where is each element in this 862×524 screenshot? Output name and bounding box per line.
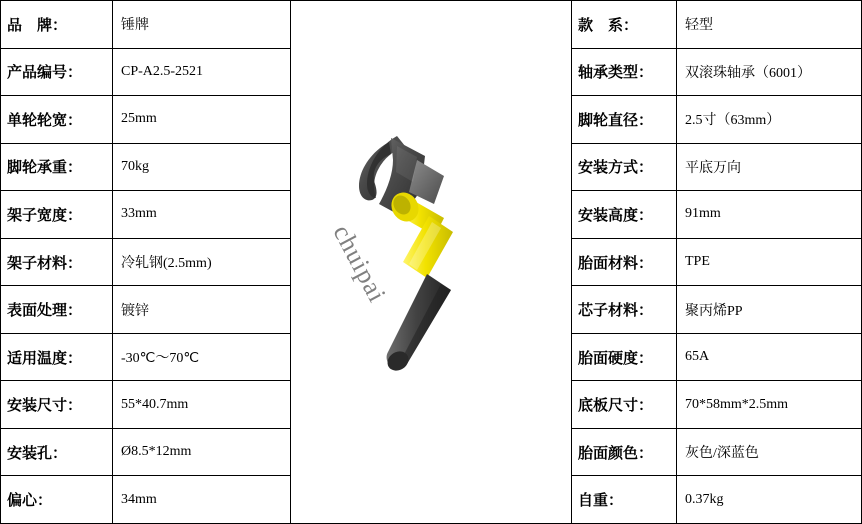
spec-value: Ø8.5*12mm [121,444,192,460]
table-row [571,1,861,49]
table-row [571,239,861,287]
spec-value: 0.37kg [685,491,724,507]
spec-label: 款 系： [571,1,677,48]
spec-label: 脚轮承重： [1,144,113,191]
table-row [571,96,861,144]
table-row [1,1,290,49]
spec-value: 锤牌 [121,18,149,34]
table-row [1,96,290,144]
table-row [571,191,861,239]
spec-value: -30℃～70℃ [121,351,200,367]
table-row [1,191,290,239]
spec-value: 55*40.7mm [121,396,189,412]
spec-value: 70kg [121,158,149,174]
table-row [571,144,861,192]
spec-label: 偏心： [1,476,113,523]
spec-label: 架子宽度： [1,191,113,238]
spec-value: TPE [685,254,710,269]
spec-value: 91mm [685,206,721,222]
spec-value: 灰色/深蓝色 [685,446,759,462]
table-row [1,381,290,429]
table-row [571,334,861,382]
product-image-cell [290,0,572,524]
claw-hammer-illustration [301,112,561,412]
spec-label: 胎面材料： [571,239,677,286]
spec-value: 轻型 [685,18,713,34]
table-row [571,476,861,523]
spec-label: 底板尺寸： [571,381,677,428]
spec-value: 33mm [121,206,157,222]
watermark-text: chuipai [327,220,393,308]
spec-label: 芯子材料： [571,286,677,333]
spec-label: 胎面颜色： [571,429,677,476]
spec-value: 平底万向 [685,160,741,176]
spec-label: 安装尺寸： [1,381,113,428]
spec-label: 安装高度： [571,191,677,238]
spec-label: 适用温度： [1,334,113,381]
spec-value: 70*58mm*2.5mm [685,396,789,412]
spec-label: 安装方式： [571,144,677,191]
table-row [571,49,861,97]
spec-value: 聚丙烯PP [685,303,743,319]
left-spec-table [0,0,290,524]
spec-label: 表面处理： [1,286,113,333]
table-row [1,49,290,97]
table-row [1,239,290,287]
table-row [1,334,290,382]
table-row [571,286,861,334]
spec-value: 65A [685,349,710,365]
right-spec-table [572,0,862,524]
spec-label: 脚轮直径： [571,96,677,143]
table-row [1,144,290,192]
spec-value: 双滚珠轴承（6001） [685,65,811,81]
spec-value: 冷轧钢(2.5mm) [121,256,212,271]
spec-label: 安装孔： [1,429,113,476]
spec-label: 单轮轮宽： [1,96,113,143]
table-row [571,429,861,477]
table-row [1,286,290,334]
spec-value: 25mm [121,111,157,127]
spec-label: 产品编号： [1,49,113,96]
table-row [1,476,290,523]
spec-label: 自重： [571,476,677,523]
spec-label: 轴承类型： [571,49,677,96]
spec-value: CP-A2.5-2521 [121,63,204,79]
spec-value: 34mm [121,491,157,507]
spec-value: 2.5寸（63mm） [685,113,781,129]
claw-hammer-icon [301,112,561,412]
spec-label: 胎面硬度： [571,334,677,381]
table-row [571,381,861,429]
spec-value: 镀锌 [121,303,149,319]
spec-label: 品 牌： [1,1,113,48]
spec-label: 架子材料： [1,239,113,286]
table-row [1,429,290,477]
